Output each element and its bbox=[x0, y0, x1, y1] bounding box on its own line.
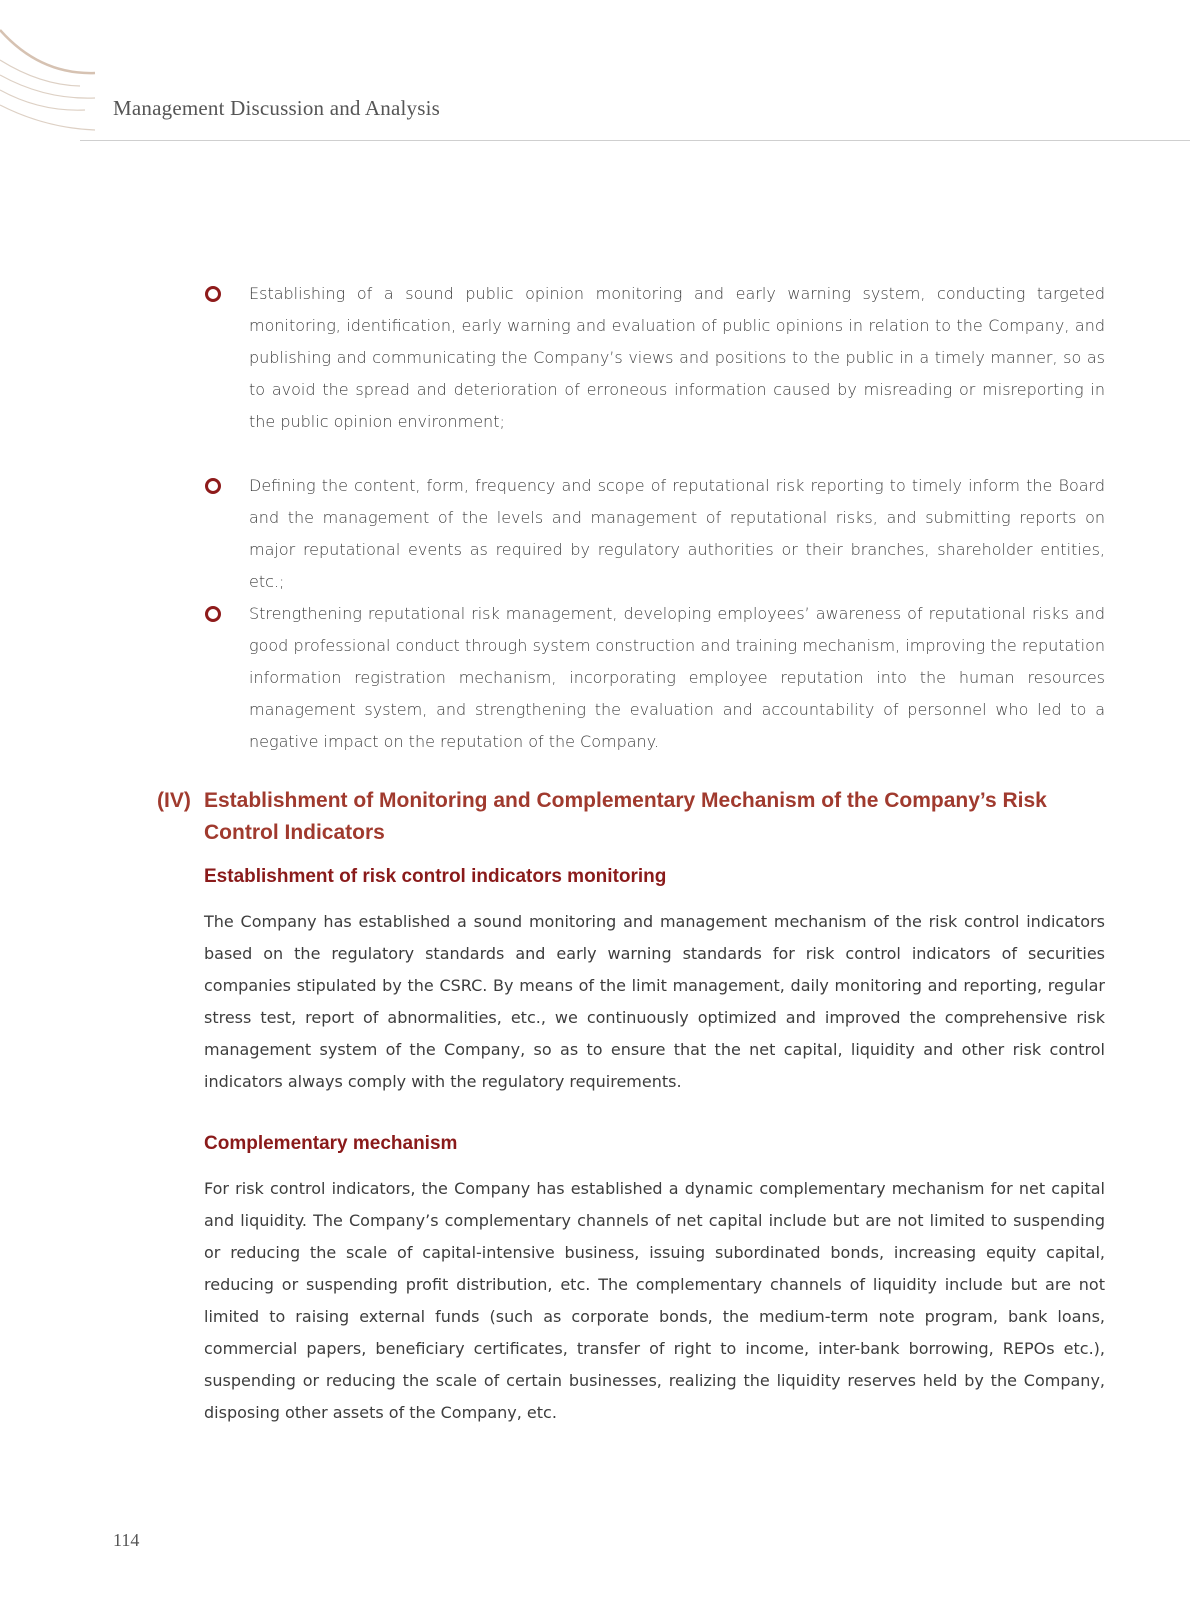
subsection-heading: Establishment of risk control indicators monitoring bbox=[204, 866, 667, 887]
paragraph: For risk control indicators, the Company has established a dynamic complementary mechanism for net capital and liquidity. The Company’s complementary channels of net capital include but are not limited to suspending or reducing the scale of capital-intensive business, issuing subordinated bonds, increasing equity capital, reducing or suspending profit distribution, etc. The complementary channels of liquidity include but are not limited to raising external funds (such as corporate bonds, the medium-term note program, bank loans, commercial papers, beneficiary certificates, transfer of right to income, inter-bank borrowing, REPOs etc.), suspending or reducing the scale of certain businesses, realizing the liquidity reserves held by the Company, disposing other assets of the Company, etc. bbox=[204, 1179, 1105, 1422]
section-title: Establishment of Monitoring and Complementary Mechanism of the Company’s Risk Control Indicators bbox=[204, 789, 1047, 844]
page-header-title: Management Discussion and Analysis bbox=[113, 96, 441, 120]
circle-bullet-icon bbox=[205, 606, 221, 622]
page-number: 114 bbox=[113, 1530, 140, 1550]
section-number: (IV) bbox=[157, 789, 191, 812]
circle-bullet-icon bbox=[205, 286, 221, 302]
subsection-heading: Complementary mechanism bbox=[204, 1133, 458, 1154]
bullet-text: Establishing of a sound public opinion monitoring and early warning system, conducting targeted monitoring, identification, early warning and evaluation of public opinions in relation to the Company, and publishing and communicating the Company’s views and positions to the public in a timely manner, so as to avoid the spread and deterioration of erroneous information caused by misreading or misreporting in the public opinion environment; bbox=[249, 284, 1105, 431]
circle-bullet-icon bbox=[205, 478, 221, 494]
decorative-arcs-icon bbox=[0, 20, 100, 150]
bullet-text: Strengthening reputational risk management, developing employees’ awareness of reputational risks and good professional conduct through system construction and training mechanism, improving the reputation information registration mechanism, incorporating employee reputation into the human resources management system, and strengthening the evaluation and accountability of personnel who led to a negative impact on the reputation of the Company. bbox=[249, 604, 1105, 751]
bullet-text: Defining the content, form, frequency and scope of reputational risk reporting to timely inform the Board and the management of the levels and management of reputational risks, and submitting reports on major reputational events as required by regulatory authorities or their branches, shareholder entities, etc.; bbox=[249, 476, 1105, 591]
paragraph: The Company has established a sound monitoring and management mechanism of the risk control indicators based on the regulatory standards and early warning standards for risk control indicators of securities companies stipulated by the CSRC. By means of the limit management, daily monitoring and reporting, regular stress test, report of abnormalities, etc., we continuously optimized and improved the comprehensive risk management system of the Company, so as to ensure that the net capital, liquidity and other risk control indicators always comply with the regulatory requirements. bbox=[204, 912, 1105, 1091]
header-divider bbox=[80, 140, 1190, 141]
